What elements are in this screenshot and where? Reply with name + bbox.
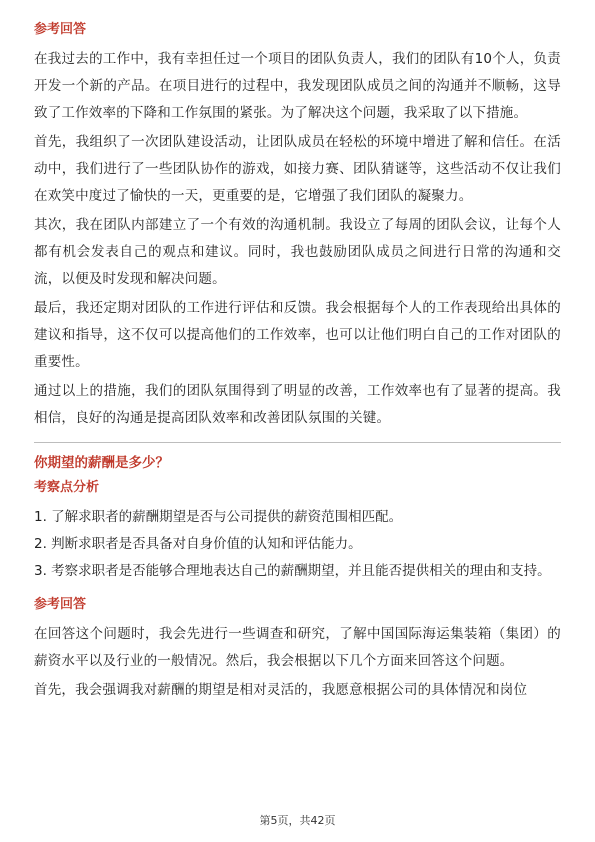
analysis-heading: 考察点分析 (34, 480, 100, 495)
section-divider (34, 442, 561, 443)
answer-paragraph: 首先，我会强调我对薪酬的期望是相对灵活的，我愿意根据公司的具体情况和岗位 (34, 682, 528, 698)
answer-paragraph: 在回答这个问题时，我会先进行一些调查和研究，了解中国国际海运集装箱（集团）的薪资水平以及行业的一般情况。然后，我会根据以下几个方面来回答这个问题。 (34, 626, 561, 669)
analysis-item: 1. 了解求职者的薪酬期望是否与公司提供的薪资范围相匹配。 (34, 509, 403, 525)
reference-answer-heading: 参考回答 (34, 22, 87, 37)
answer-paragraph: 首先，我组织了一次团队建设活动，让团队成员在轻松的环境中增进了解和信任。在活动中，我们进行了一些团队协作的游戏，如接力赛、团队猜谜等，这些活动不仅让我们在欢笑中度过了愉快的一天，更重要的是，它增强了我们团队的凝聚力。 (34, 134, 561, 204)
question-section (34, 452, 561, 704)
answer-paragraph: 其次，我在团队内部建立了一个有效的沟通机制。我设立了每周的团队会议，让每个人都有机会发表自己的观点和建议。同时，我也鼓励团队成员之间进行日常的沟通和交流，以便及时发现和解决问题。 (34, 217, 561, 287)
reference-answer-heading: 参考回答 (34, 597, 87, 612)
page-number: 第5页，共42页 (259, 814, 336, 827)
analysis-item: 2. 判断求职者是否具备对自身价值的认知和评估能力。 (34, 536, 362, 552)
analysis-item: 3. 考察求职者是否能够合理地表达自己的薪酬期望，并且能否提供相关的理由和支持。 (34, 563, 551, 579)
interview-question: 你期望的薪酬是多少？ (34, 455, 169, 471)
answer-paragraph: 最后，我还定期对团队的工作进行评估和反馈。我会根据每个人的工作表现给出具体的建议和指导，这不仅可以提高他们的工作效率，也可以让他们明白自己的工作对团队的重要性。 (34, 300, 561, 370)
answer-paragraph: 在我过去的工作中，我有幸担任过一个项目的团队负责人，我们的团队有10个人，负责开发一个新的产品。在项目进行的过程中，我发现团队成员之间的沟通并不顺畅，这导致了工作效率的下降和工作氛围的紧张。为了解决这个问题，我采取了以下措施。 (34, 51, 561, 121)
answer-section (34, 20, 561, 432)
answer-paragraph: 通过以上的措施，我们的团队氛围得到了明显的改善，工作效率也有了显著的提高。我相信，良好的沟通是提高团队效率和改善团队氛围的关键。 (34, 383, 561, 426)
document-page (34, 20, 561, 706)
